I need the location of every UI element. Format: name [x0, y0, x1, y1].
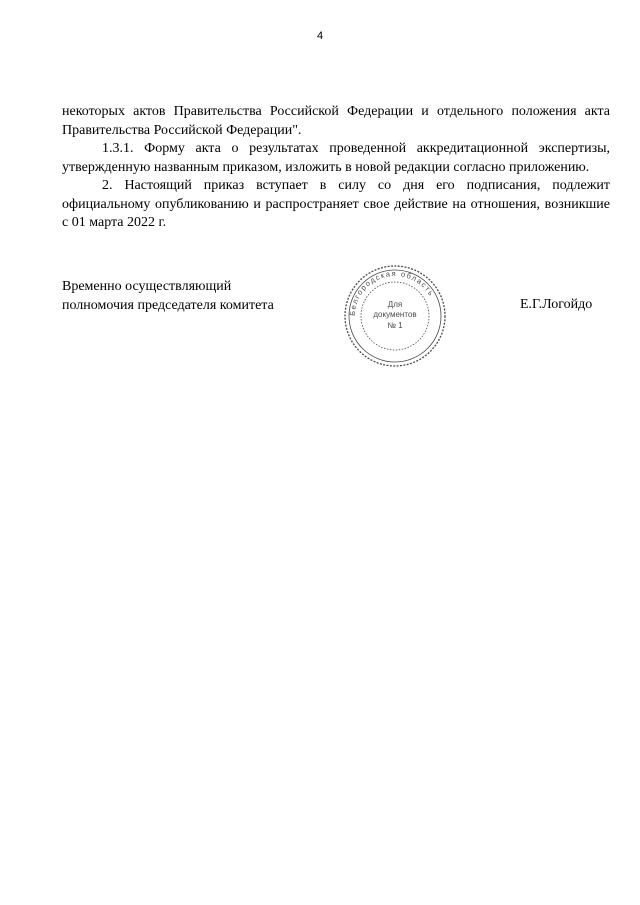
stamp-center-line1: Для	[387, 300, 403, 309]
document-body	[62, 103, 610, 233]
paragraph-1-3-1: 1.3.1. Форму акта о результатах проведенной аккредитационной экспертизы, утвержденную названным приказом, изложить в новой редакции согласно приложению.	[62, 141, 610, 175]
signer-name: Е.Г.Логойдо	[520, 297, 593, 312]
signer-position-line1: Временно осуществляющий	[62, 279, 232, 294]
page-number: 4	[316, 30, 324, 42]
signer-position	[62, 278, 274, 315]
official-seal-stamp	[343, 264, 447, 368]
signer-position-line2: полномочия председателя комитета	[62, 297, 274, 313]
stamp-center-line3: № 1	[387, 321, 403, 330]
paragraph-continuation: некоторых актов Правительства Российской Федерации и отдельного положения акта Правительства Российской Федерации".	[62, 104, 610, 138]
stamp-center-line2: документов	[373, 310, 417, 319]
paragraph-2: 2. Настоящий приказ вступает в силу со дня его подписания, подлежит официальному опубликованию и распространяет свое действие на отношения, возникшие с 01 марта 2022 г.	[62, 178, 610, 230]
stamp-ring-text: Белгородская область	[347, 268, 437, 317]
